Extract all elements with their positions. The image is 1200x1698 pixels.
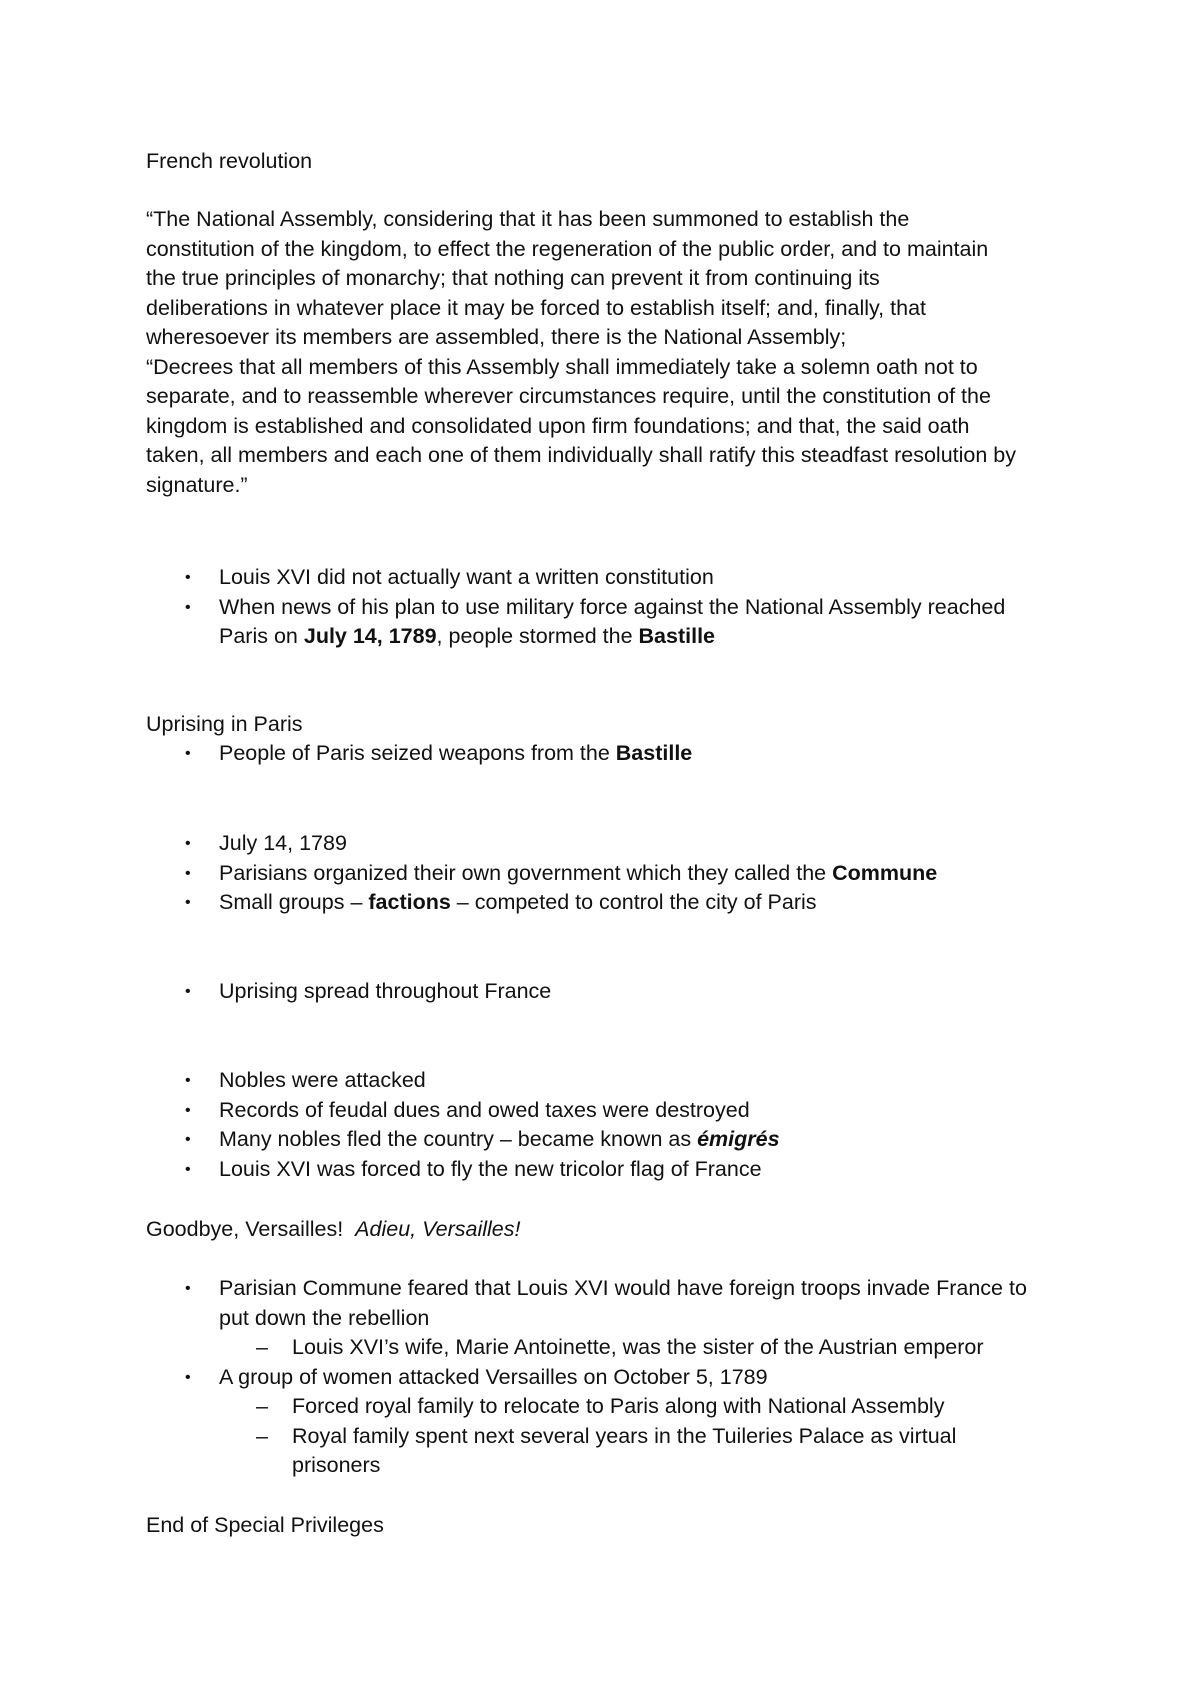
oath-quote [146, 205, 1076, 500]
quote-line: taken, all members and each one of them individually shall ratify this steadfast resolution by [146, 443, 1017, 467]
bullet-icon: • [185, 835, 191, 852]
bullet-icon: • [185, 569, 191, 586]
bullet-icon: • [185, 1131, 191, 1148]
intro-bullet-list [183, 563, 1083, 652]
quote-line: constitution of the kingdom, to effect the regeneration of the public order, and to maintain [146, 236, 989, 261]
sub-list-item: – Louis XVI’s wife, Marie Antoinette, was the sister of the Austrian emperor [183, 1333, 1083, 1363]
list-item: • Nobles were attacked [183, 1066, 1083, 1096]
quote-line: signature.” [146, 472, 248, 497]
uprising-list-3 [183, 977, 1083, 1007]
uprising-list-4 [183, 1066, 1083, 1184]
list-item: • Louis XVI did not actually want a written constitution [183, 563, 1083, 593]
list-item: • When news of his plan to use military force against the National Assembly reached Paris on July 14, 1789, people stormed the Bastille [185, 594, 1006, 648]
uprising-list-1 [183, 739, 1083, 769]
list-item: • People of Paris seized weapons from the Bastille [183, 739, 1083, 769]
list-item: • Louis XVI was forced to fly the new tricolor flag of France [183, 1155, 1083, 1185]
bullet-icon: • [185, 1072, 191, 1089]
quote-line: deliberations in whatever place it may be forced to establish itself; and, finally, that [146, 295, 926, 320]
list-item: • A group of women attacked Versailles on October 5, 1789 [183, 1363, 1083, 1393]
section-heading-privileges: End of Special Privileges [146, 1513, 384, 1537]
quote-line: the true principles of monarchy; that nothing can prevent it from continuing its [146, 266, 880, 290]
list-item: • July 14, 1789 [183, 829, 1083, 859]
versailles-list [183, 1274, 1083, 1481]
bullet-icon: • [185, 598, 191, 616]
list-item: • Uprising spread throughout France [183, 977, 1083, 1007]
uprising-list-2 [183, 829, 1083, 918]
sub-list-item: – Royal family spent next several years in the Tuileries Palace as virtual prisoners [256, 1423, 957, 1477]
bullet-icon: • [185, 894, 191, 911]
sub-list-item: – Forced royal family to relocate to Paris along with National Assembly [183, 1392, 1083, 1422]
quote-line: wheresoever its members are assembled, there is the National Assembly; [146, 325, 847, 349]
bullet-icon: • [185, 983, 191, 1000]
bullet-icon: • [185, 745, 191, 762]
section-heading-uprising: Uprising in Paris [146, 712, 303, 736]
bullet-icon: • [185, 1280, 191, 1297]
bullet-icon: • [185, 1368, 191, 1386]
list-item: • Many nobles fled the country – became known as émigrés [183, 1125, 1083, 1155]
quote-line: kingdom is established and consolidated upon firm foundations; and that, the said oath [146, 413, 970, 438]
dash-icon: – [256, 1394, 268, 1418]
dash-icon: – [256, 1335, 268, 1359]
quote-line: “The National Assembly, considering that it has been summoned to establish the [146, 207, 910, 231]
bullet-icon: • [185, 1160, 191, 1178]
section-heading-versailles: Goodbye, Versailles! Adieu, Versailles! [146, 1217, 521, 1241]
dash-icon: – [256, 1423, 268, 1448]
list-item: • Records of feudal dues and owed taxes were destroyed [183, 1096, 1083, 1126]
list-item: • Small groups – factions – competed to control the city of Paris [183, 888, 1083, 918]
bullet-icon: • [185, 864, 191, 882]
quote-line: separate, and to reassemble wherever circumstances require, until the constitution of the [146, 384, 991, 408]
list-item: • Parisians organized their own government which they called the Commune [183, 859, 1083, 889]
bullet-icon: • [185, 1101, 191, 1119]
page-title: French revolution [146, 149, 313, 173]
quote-line: “Decrees that all members of this Assembly shall immediately take a solemn oath not to [146, 354, 978, 379]
list-item: • Parisian Commune feared that Louis XVI would have foreign troops invade France to put down the rebellion [185, 1276, 1027, 1330]
